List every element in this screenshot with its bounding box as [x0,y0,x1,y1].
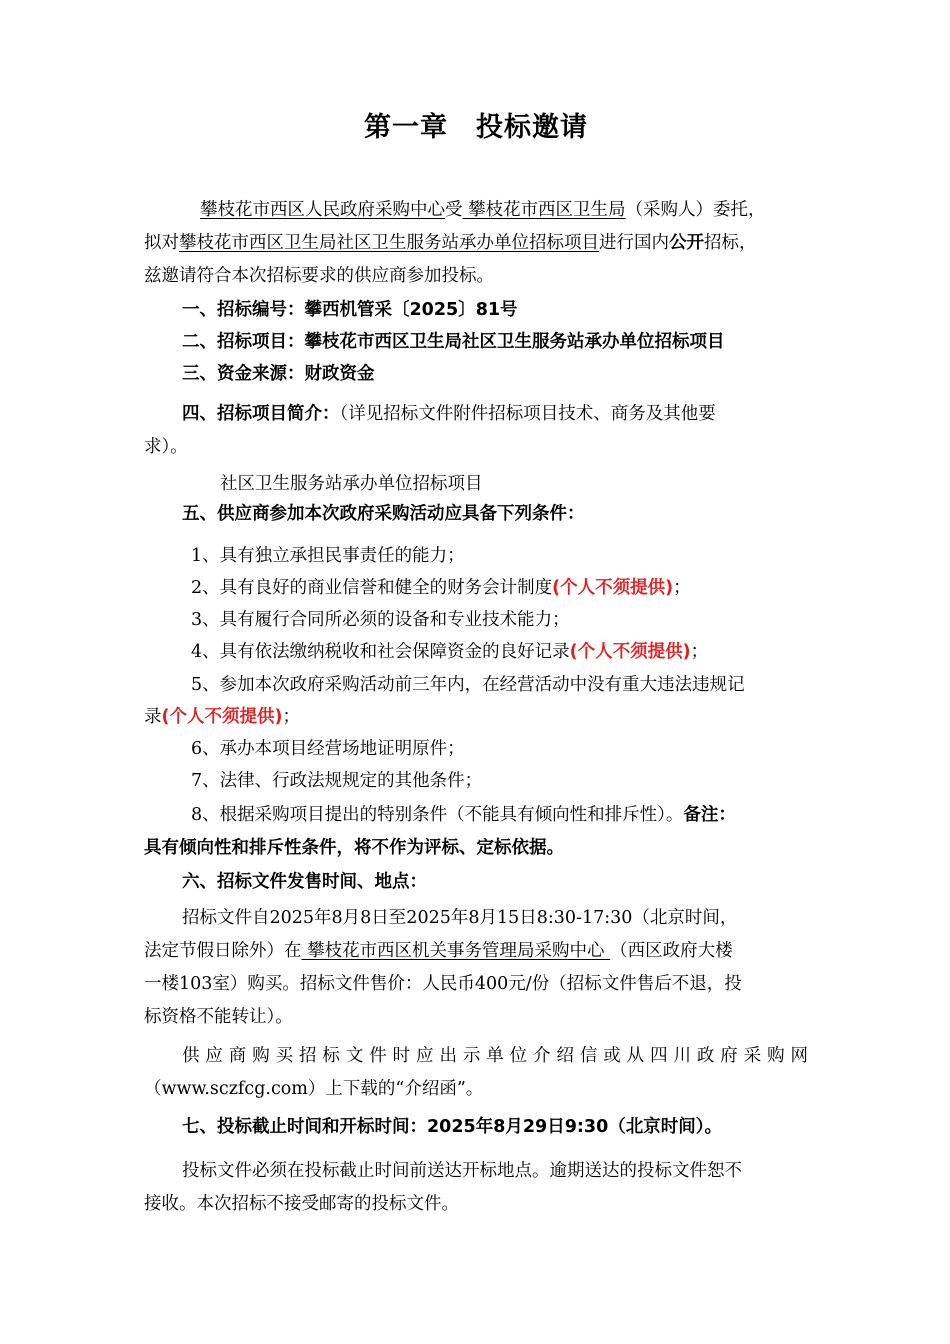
section-3-funding: 三、资金来源：财政资金 [182,364,375,384]
intro-line-1: 攀枝花市西区人民政府采购中心受 攀枝花市西区卫生局（采购人）委托， [200,200,766,220]
chapter-name: 投标邀请 [476,112,588,143]
section-6-line-1: 招标文件自2025年8月8日至2025年8月15日8:30-17:30（北京时间， [182,908,738,928]
section-6-line-2: 法定节假日除外）在 攀枝花市西区机关事务管理局采购中心 （西区政府大楼 [144,941,733,961]
project-name: 攀枝花市西区卫生局社区卫生服务站承办单位招标项目 [179,233,599,253]
section-1-bid-number: 一、招标编号：攀西机管采〔2025〕81号 [182,300,518,320]
section-6-label: 六、招标文件发售时间、地点： [182,872,427,892]
sale-location: 攀枝花市西区机关事务管理局采购中心 [301,941,611,961]
condition-3: 3、具有履行合同所必须的设备和专业技术能力； [191,610,570,630]
buyer-name: 攀枝花市西区卫生局 [462,200,626,220]
section-5-label: 五、供应商参加本次政府采购活动应具备下列条件： [182,504,585,524]
section-7-label: 七、投标截止时间和开标时间：2025年8月29日9:30（北京时间）。 [182,1117,723,1137]
section-4-summary-line-1: 四、招标项目简介：（详见招标文件附件招标项目技术、商务及其他要 [182,404,716,424]
section-4-item: 社区卫生服务站承办单位招标项目 [220,474,483,494]
section-4-summary-line-2: 求）。 [144,437,188,457]
condition-2-note: (个人不须提供) [552,578,674,598]
section-6-line-4: 标资格不能转让）。 [144,1007,293,1027]
section-4-label: 四、招标项目简介： [182,404,340,424]
condition-8-note-label: 备注： [683,805,736,825]
section-7-line-1: 投标文件必须在投标截止时间前送达开标地点。逾期送达的投标文件恕不 [182,1161,742,1181]
condition-5-line-2: 录(个人不须提供)； [144,707,300,727]
section-6-line-5: 供应商购买招标文件时应出示单位介绍信或从四川政府采购网 [182,1046,808,1066]
section-7-line-2: 接收。本次招标不接受邮寄的投标文件。 [144,1194,459,1214]
section-6-line-6: （www.sczfcg.com）上下载的“介绍函”。 [144,1079,484,1099]
condition-6: 6、承办本项目经营场地证明原件； [191,739,465,759]
condition-5-line-1: 5、参加本次政府采购活动前三年内，在经营活动中没有重大违法违规记 [191,675,745,695]
condition-1: 1、具有独立承担民事责任的能力； [191,546,465,566]
condition-8-line-2: 具有倾向性和排斥性条件，将不作为评标、定标依据。 [144,838,564,858]
condition-4: 4、具有依法缴纳税收和社会保障资金的良好记录(个人不须提供)； [191,642,709,662]
section-2-project: 二、招标项目：攀枝花市西区卫生局社区卫生服务站承办单位招标项目 [182,332,725,352]
agency-name: 攀枝花市西区人民政府采购中心 [200,200,445,220]
intro-line-2: 拟对攀枝花市西区卫生局社区卫生服务站承办单位招标项目进行国内公开招标， [144,233,757,253]
condition-2: 2、具有良好的商业信誉和健全的财务会计制度(个人不须提供)； [191,578,691,598]
condition-5-note: (个人不须提供) [161,707,283,727]
intro-line-3: 兹邀请符合本次招标要求的供应商参加投标。 [144,266,494,286]
condition-4-note: (个人不须提供) [569,642,691,662]
condition-7: 7、法律、行政法规规定的其他条件； [191,771,483,791]
section-6-line-3: 一楼103室）购买。招标文件售价：人民币400元/份（招标文件售后不退，投 [144,974,742,994]
chapter-number: 第一章 [364,112,448,143]
condition-8-line-1: 8、根据采购项目提出的特别条件（不能具有倾向性和排斥性）。备注： [191,805,736,825]
chapter-title [144,108,808,148]
